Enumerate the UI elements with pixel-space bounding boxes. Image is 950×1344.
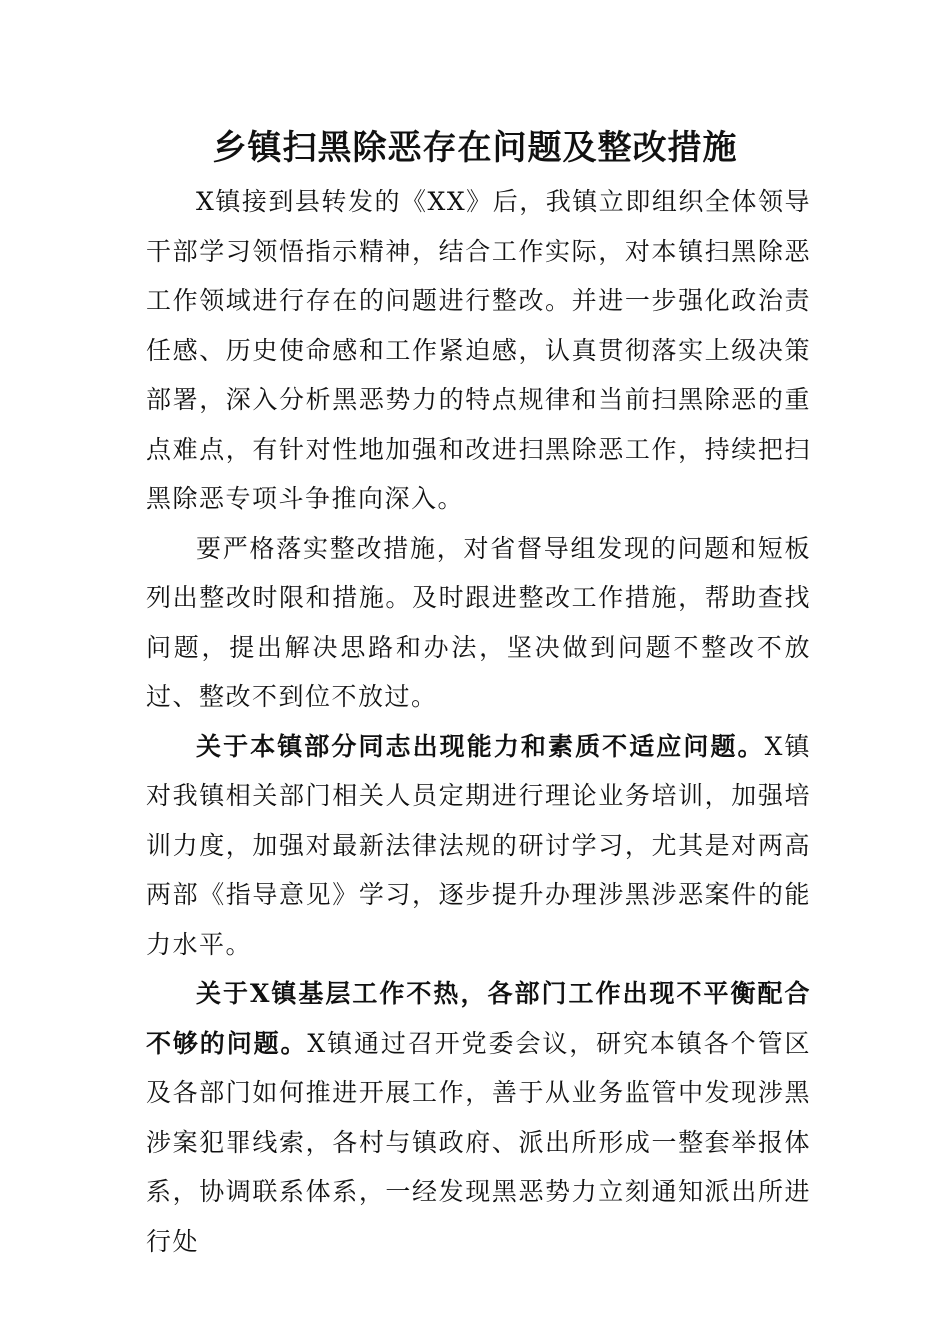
paragraph-coordination-issue xyxy=(146,969,811,1266)
paragraph-ability-issue xyxy=(146,722,811,970)
document-title: 乡镇扫黑除恶存在问题及整改措施 xyxy=(212,128,738,168)
document-body xyxy=(146,177,811,1266)
paragraph-text: X镇通过召开党委会议，研究本镇各个管区及各部门如何推进开展工作，善于从业务监管中发现涉黑涉案犯罪线索，各村与镇政府、派出所形成一整套举报体系，协调联系体系，一经发现黑恶势力立刻通知派出所进行处 xyxy=(146,1028,811,1256)
paragraph-text: X镇对我镇相关部门相关人员定期进行理论业务培训，加强培训力度，加强对最新法律法规的研讨学习，尤其是对两高两部《指导意见》学习，逐步提升办理涉黑涉恶案件的能力水平。 xyxy=(146,731,811,959)
paragraph-lead: 关于本镇部分同志出现能力和素质不适应问题。 xyxy=(196,731,765,761)
paragraph-measures xyxy=(146,524,811,722)
paragraph-text: X镇接到县转发的《XX》后，我镇立即组织全体领导干部学习领悟指示精神，结合工作实际，对本镇扫黑除恶工作领域进行存在的问题进行整改。并进一步强化政治责任感、历史使命感和工作紧迫感，认真贯彻落实上级决策部署，深入分析黑恶势力的特点规律和当前扫黑除恶的重点难点，有针对性地加强和改进扫黑除恶工作，持续把扫黑除恶专项斗争推向深入。 xyxy=(146,187,811,513)
paragraph-lead: 关于X镇基层工作不热，各部门工作出现不平衡配合不够的问题。 xyxy=(146,979,811,1058)
paragraph-text: 要严格落实整改措施，对省督导组发现的问题和短板列出整改时限和措施。及时跟进整改工作措施，帮助查找问题，提出解决思路和办法，坚决做到问题不整改不放过、整改不到位不放过。 xyxy=(146,533,811,711)
paragraph-intro xyxy=(146,177,811,524)
